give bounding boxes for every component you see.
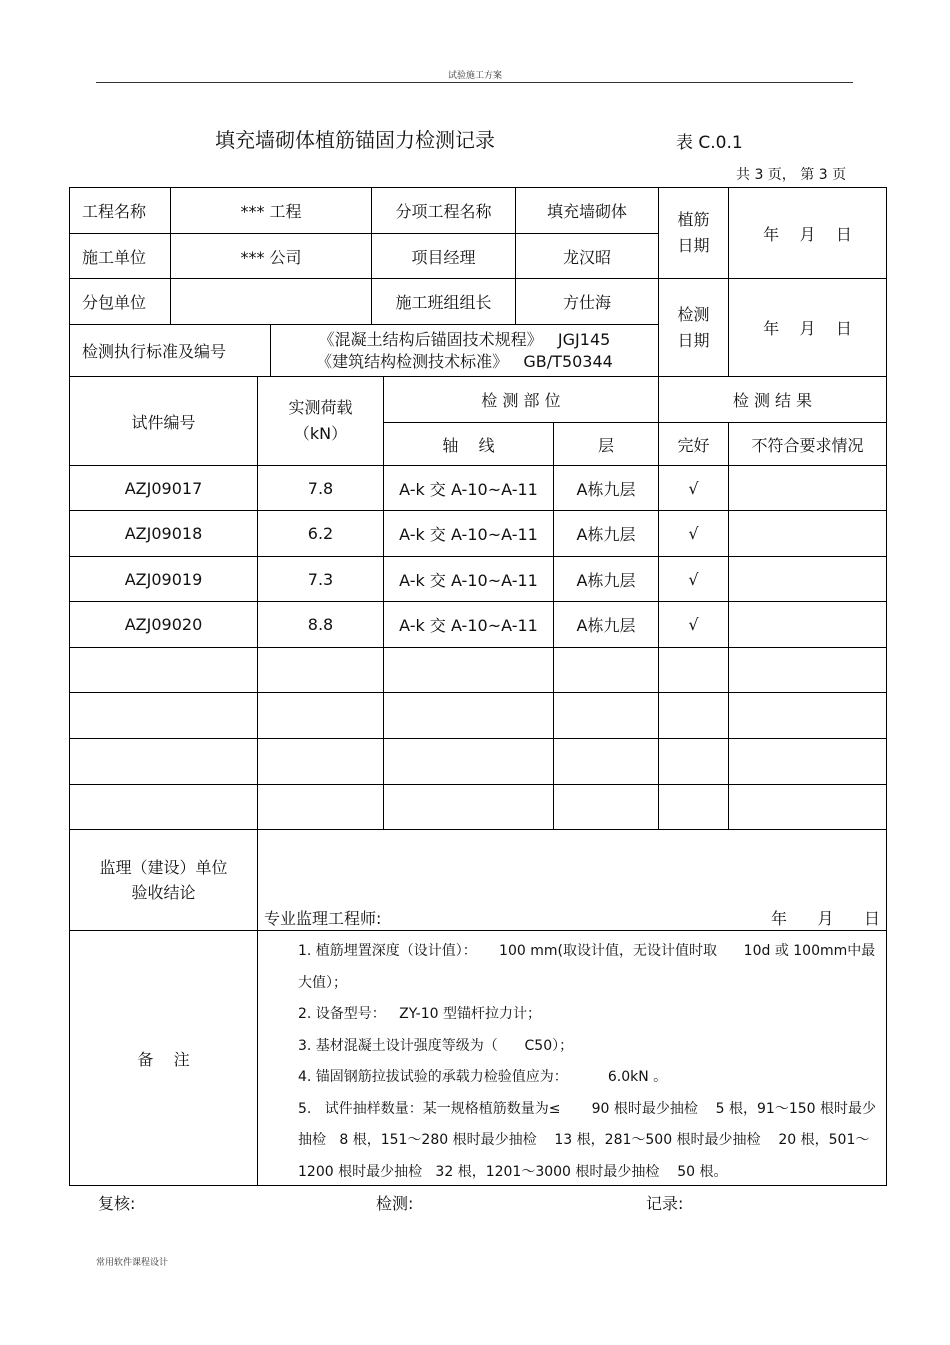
subcontractor-value	[171, 279, 371, 324]
footer-note: 常用软件课程设计	[96, 1258, 169, 1268]
col-header-axis: 轴 线	[442, 435, 495, 455]
row-ok: √	[688, 524, 699, 543]
header-rule	[96, 82, 853, 83]
test-date-label: 检测 日期	[677, 304, 710, 350]
project-name-value: *** 工程	[240, 202, 302, 221]
row-load: 8.8	[307, 615, 334, 634]
row-ok: √	[688, 569, 699, 589]
row-ok: √	[688, 615, 699, 634]
row-id: AZJ09020	[124, 615, 203, 634]
remark-item: 5. 试件抽样数量：某一规格植筋数量为≤ 90 根时最少抽检 5 根，91～150 根时最少抽检 8 根，151～280 根时最少抽检 13 根，281～500 根时最少抽检 20 根，501～1200 根时最少抽检 32 根，1201～3000 根时最少抽检 50 根。	[298, 1100, 876, 1180]
test-date-value: 年 月 日	[763, 319, 852, 338]
manager-value: 龙汉昭	[562, 247, 611, 267]
row-axis: A-k 交 A-10~A-11	[399, 570, 538, 590]
remark-item: 2. 设备型号： ZY-10 型锚杆拉力计；	[298, 1006, 541, 1022]
page-count: 共 3 页， 第 3 页	[736, 167, 847, 183]
row-load: 7.3	[307, 569, 334, 589]
row-nonconform	[729, 602, 886, 647]
col-header-id: 试件编号	[131, 412, 196, 432]
plant-date-value: 年 月 日	[763, 224, 852, 244]
supervision-label	[70, 830, 257, 930]
contractor-label: 施工单位	[82, 247, 147, 267]
row-load: 6.2	[307, 524, 334, 543]
row-id: AZJ09018	[124, 524, 203, 543]
col-header-floor: 层	[597, 435, 614, 455]
col-header-location: 检 测 部 位	[481, 391, 561, 410]
standard-label: 检测执行标准及编号	[82, 342, 227, 361]
remarks-label: 备 注	[137, 1049, 190, 1069]
remark-item: 4. 锚固钢筋拉拔试验的承载力检验值应为： 6.0kN 。	[298, 1069, 668, 1085]
row-ok: √	[688, 478, 699, 498]
sub-project-value: 填充墙砌体	[546, 202, 627, 221]
col-header-ok: 完好	[677, 435, 710, 455]
project-name-label: 工程名称	[82, 202, 147, 221]
plant-date-label: 植筋 日期	[677, 210, 710, 255]
row-load: 7.8	[307, 478, 334, 498]
standard-item: 《建筑结构检测技术标准》 GB/T50344	[316, 351, 613, 371]
col-header-result: 检 测 结 果	[732, 391, 813, 410]
remark-item: 3. 基材混凝土设计强度等级为（ C50）；	[298, 1037, 574, 1054]
engineer-label: 专业监理工程师:	[264, 909, 382, 928]
supervision-label-line: 监理（建设）单位	[99, 858, 228, 877]
row-id: AZJ09019	[124, 569, 203, 589]
col-header-load	[258, 377, 383, 465]
document-title: 填充墙砌体植筋锚固力检测记录	[215, 128, 495, 152]
row-floor: A栋九层	[576, 616, 636, 635]
row-nonconform	[729, 557, 886, 601]
team-leader-value: 方仕海	[562, 293, 611, 312]
team-leader-label: 施工班组组长	[395, 293, 492, 312]
remark-item: 1. 植筋埋置深度（设计值）： 100 mm(取设计值，无设计值时取 10d 或 100mm中最大值）；	[298, 943, 876, 991]
sub-project-label: 分项工程名称	[395, 202, 492, 221]
standard-item: 《混凝土结构后锚固技术规程》 JGJ145	[318, 329, 611, 349]
row-nonconform	[729, 466, 886, 510]
header-note: 试验施工方案	[447, 71, 502, 81]
row-axis: A-k 交 A-10~A-11	[399, 479, 538, 499]
supervision-label-line: 验收结论	[131, 883, 196, 902]
row-floor: A栋九层	[576, 525, 636, 544]
standard-list	[271, 325, 658, 376]
contractor-value: *** 公司	[240, 247, 302, 267]
row-axis: A-k 交 A-10~A-11	[399, 616, 538, 635]
col-header-nonconform: 不符合要求情况	[751, 435, 864, 455]
review-signature: 复核:	[98, 1194, 136, 1213]
row-nonconform	[729, 511, 886, 556]
row-id: AZJ09017	[124, 478, 203, 498]
col-header-load-unit: （kN）	[293, 424, 348, 443]
subcontractor-label: 分包单位	[82, 293, 147, 312]
col-header-load-line: 实测荷载	[288, 398, 353, 417]
form-number: 表 C.0.1	[676, 133, 743, 153]
row-floor: A栋九层	[576, 570, 636, 590]
test-signature: 检测:	[376, 1194, 414, 1213]
record-signature: 记录:	[646, 1194, 684, 1213]
row-floor: A栋九层	[576, 479, 636, 499]
manager-label: 项目经理	[411, 247, 476, 267]
row-axis: A-k 交 A-10~A-11	[399, 525, 538, 544]
remarks-notes	[264, 936, 880, 1188]
supervision-date: 年 月 日	[770, 909, 880, 928]
supervision-signoff	[264, 906, 880, 929]
